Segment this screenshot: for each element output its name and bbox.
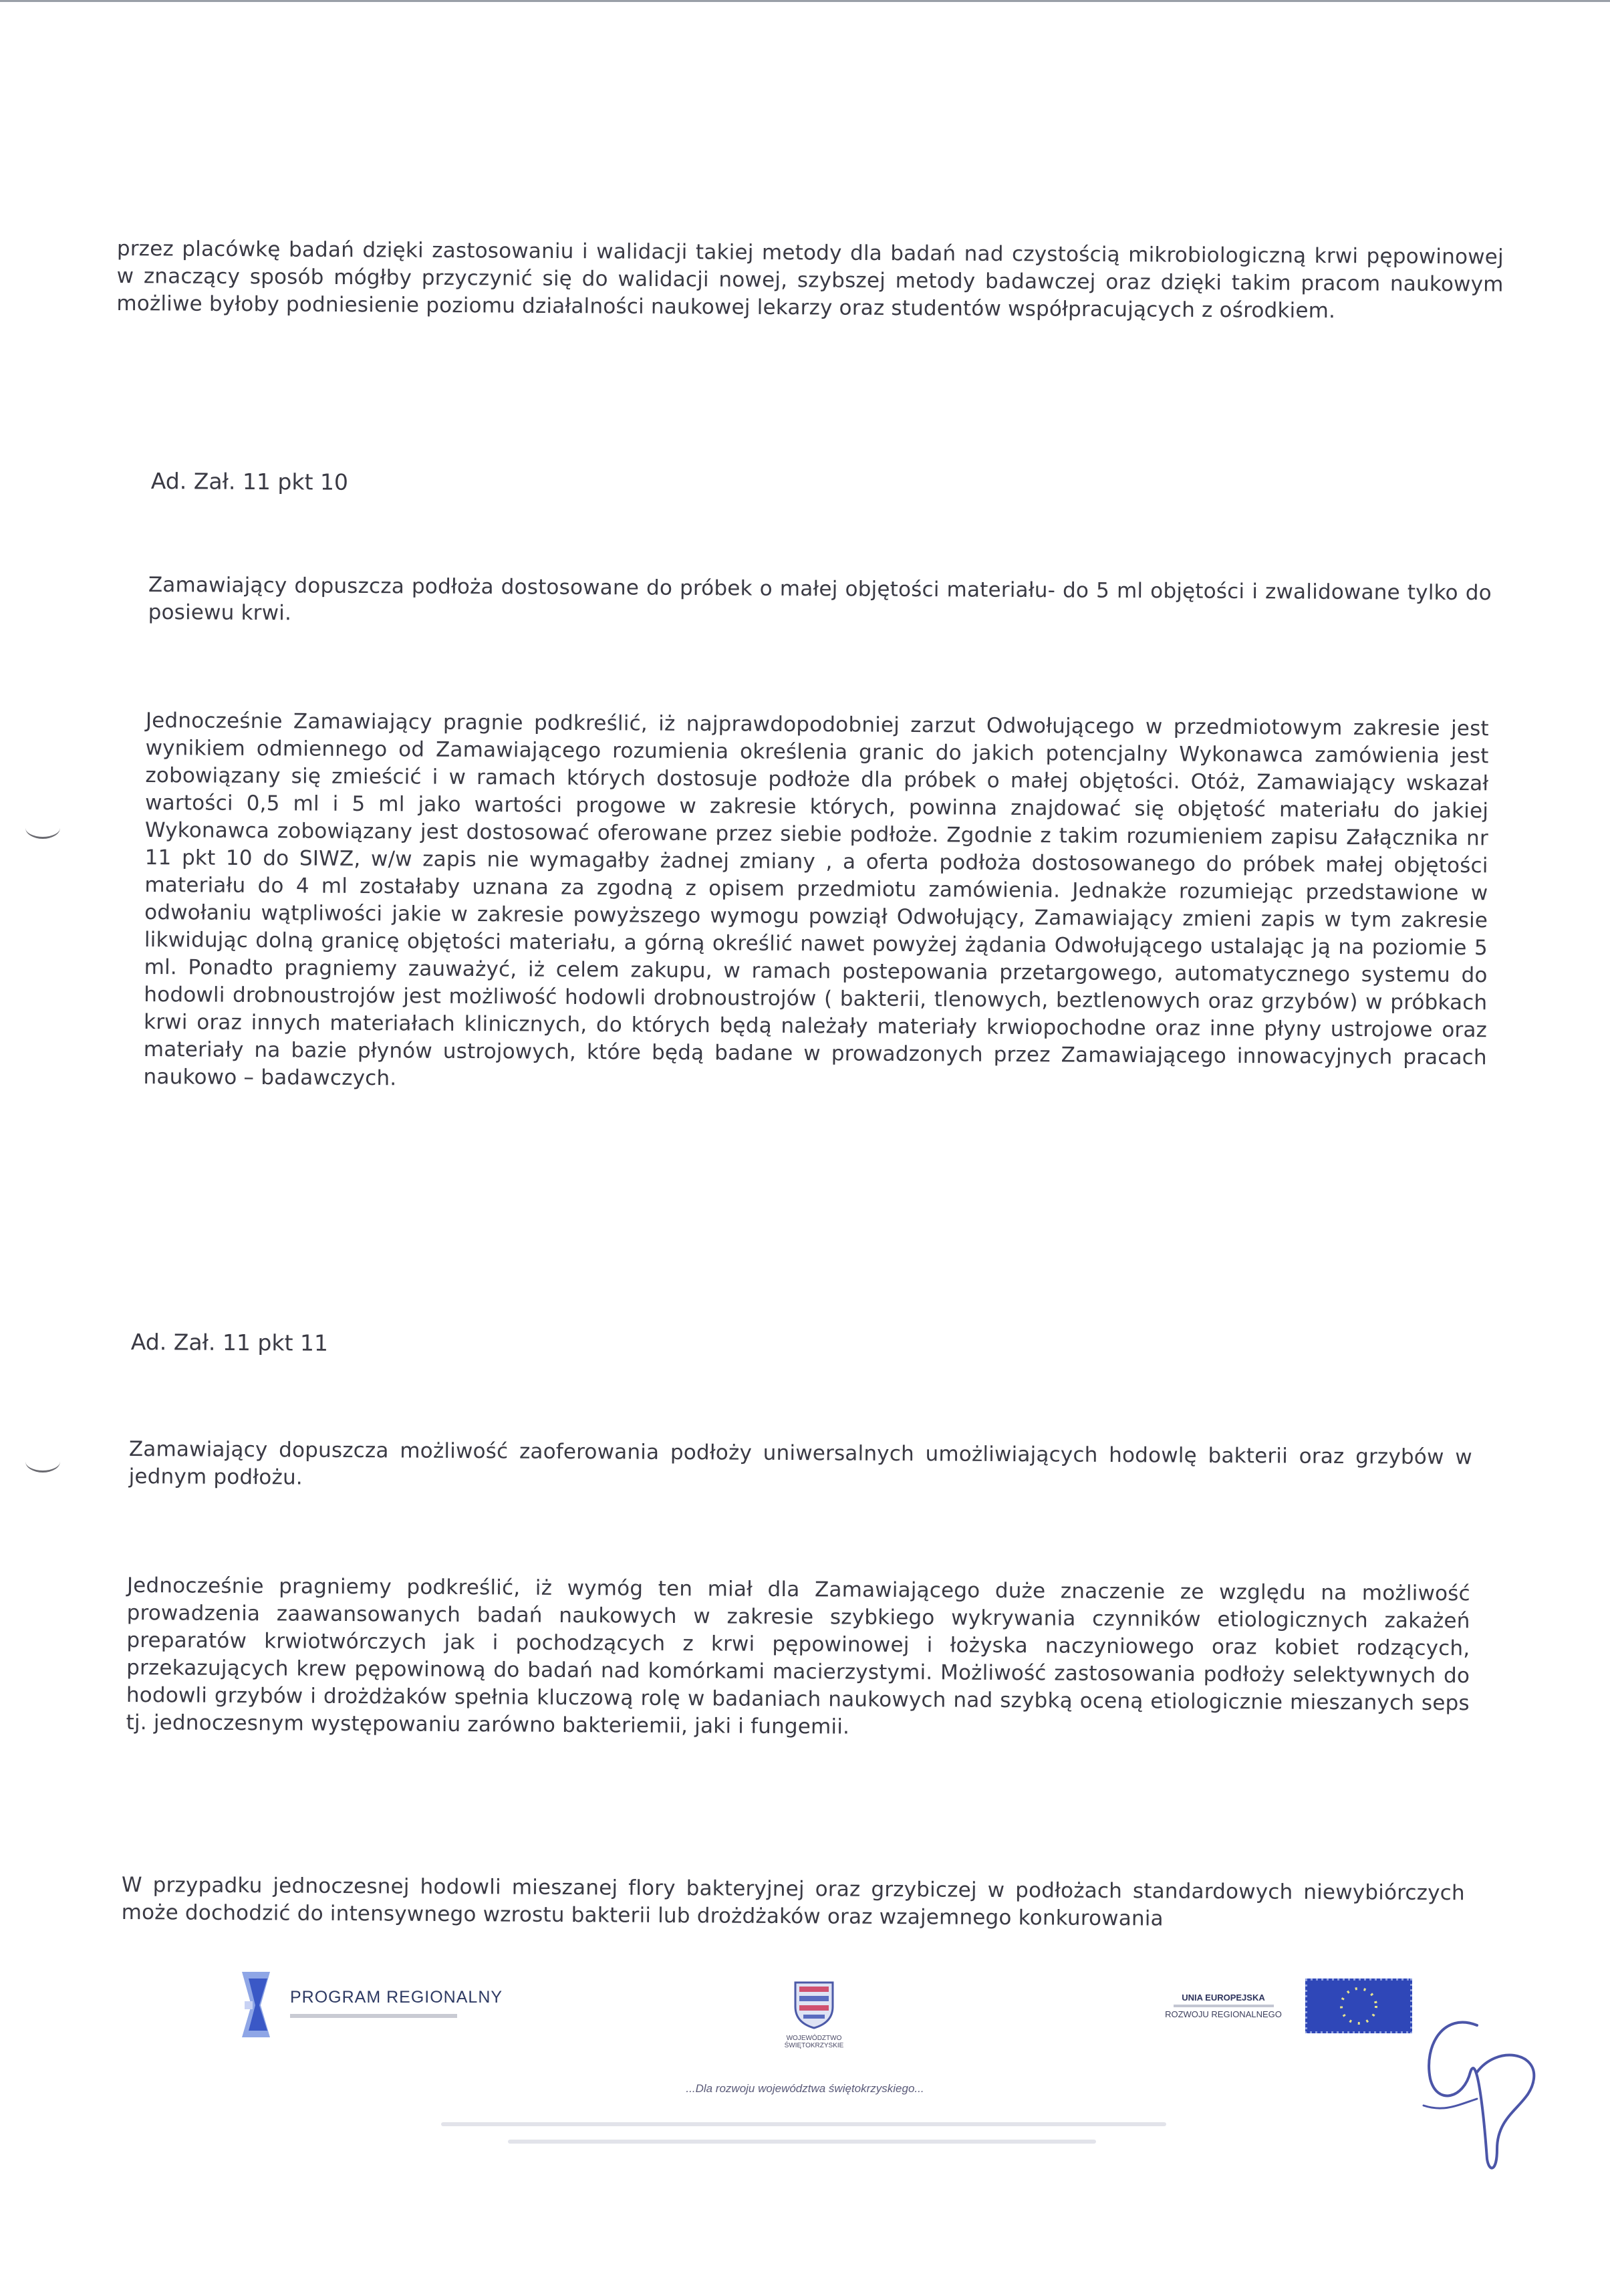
paragraph-pkt10-explanation: Jednocześnie Zamawiający pragnie podkreślić, iż najprawdopodobniej zarzut Odwołującego w przedmiotowym zakresie jest wynikiem odmiennego od Zamawiającego rozumienia określenia granic do jakich potencjalny Wykonawca zamówienia jest zobowiązany się zmieścić i w ramach których dostosuje podłoże dla próbek o małej objętości. Otóż, Zamawiający wskazał wartości 0,5 ml i 5 ml jako wartości progowe w zakresie których, powinna znajdować się objętość materiału do jakiej Wykonawca zobowiązany jest dostosować oferowane przez siebie podłoże. Zgodnie z takim rozumieniem zapisu Załącznika nr 11 pkt 10 do SIWZ, w/w zapis nie wymagałby żadnej zmiany , a oferta podłoża dostosowanego do próbek małej objętości materiału do 4 ml zostałaby uznana za zgodną z opisem przedmiotu zamówienia. Jednakże rozumiejąc przedstawione w odwołaniu wątpliwości jakie w zakresie powyższego wymogu powziął Odwołujący, Zamawiający zmieni zapis w tym zakresie likwidując dolną granicę objętości materiału, a górną określić nawet powyżej żądania Odwołującego ustalając ją na poziomie 5 ml. Ponadto pragniemy zauważyć, iż celem zakupu, w ramach postepowania przetargowego, automatycznego systemu do hodowli drobnoustrojów jest możliwość hodowli drobnoustrojów ( bakterii, tlenowych, beztlenowych oraz grzybów) w próbkach krwi oraz innych materiałach klinicznych, do których będą należały materiały krwiopochodne oraz inne płyny ustrojowe oraz materiały na bazie płynów ustrojowych, które będą badane w prowadzonych przez Zamawiającego innowacyjnych pracach naukowo – badawczych. — [143, 709, 1489, 1091]
footer-cofinancing-note — [441, 2122, 1166, 2157]
eu-logo-title: UNIA EUROPEJSKA — [1182, 1993, 1265, 2003]
footer-motto: ...Dla rozwoju województwa świętokrzyskiego... — [686, 2082, 924, 2095]
eu-flag-icon — [1305, 1979, 1412, 2033]
section-heading-pkt11: Ad. Zał. 11 pkt 11 — [130, 1329, 329, 1356]
punch-hole-mark-upper — [25, 817, 60, 839]
voivodeship-crest-icon — [793, 1980, 835, 2029]
paragraph-pkt11-explanation: Jednocześnie pragniemy podkreślić, iż wymóg ten miał dla Zamawiającego duże znaczenie ze względu na możliwość prowadzenia zaawansowanych badań naukowych w zakresie szybkiego wykrywania czynników etiologicznych zakażeń preparatów krwiotwórczych jak i pochodzących z krwi pępowinowej i łożyska naczyniowego oraz kobiet rodzących, przekazujących krew pępowinową do badań nad komórkami macierzystymi. Możliwość zastosowania podłoży selektywnych do hodowli grzybów i drożdżaków spełnia kluczową rolę w badaniach naukowych nad szybką oceną etiologicznie mieszanych seps tj. jednoczesnym występowaniu zarówno bakteriemii, jaki i fungemii. — [126, 1573, 1470, 1739]
punch-hole-mark-lower — [25, 1450, 60, 1473]
voivodeship-logo-text: WOJEWÓDZTWO ŚWIĘTOKRZYSKIE — [784, 2035, 844, 2049]
paragraph-mixed-culture: W przypadku jednoczesnej hodowli mieszanej flory bakteryjnej oraz grzybiczej w podłożach standardowych niewybiórczych może dochodzić do intensywnego wzrostu bakterii lub drożdżaków oraz wzajemnego konkurowania — [121, 1873, 1465, 1931]
handwritten-signature — [1397, 2005, 1557, 2179]
program-regionalny-title: PROGRAM REGIONALNY — [290, 1988, 503, 2007]
program-regionalny-subtitle-blur — [290, 2014, 457, 2018]
paragraph-pkt10-decision: Zamawiający dopuszcza podłoża dostosowane do próbek o małej objętości materiału- do 5 ml objętości i zwalidowane tylko do posiewu krwi. — [148, 572, 1492, 626]
eu-logo-blur-line — [1174, 2005, 1274, 2007]
paragraph-continuation: przez placówkę badań dzięki zastosowaniu i walidacji takiej metody dla badań nad czystością mikrobiologiczną krwi pępowinowej w znaczący sposób mógłby przyczynić się do walidacji nowej, szybszej metody badawczej oraz dzięki takim pracom naukowym możliwe byłoby podniesienie poziomu działalności naukowej lekarzy oraz studentów współpracujących z ośrodkiem. — [116, 236, 1504, 324]
program-regionalny-icon — [241, 1972, 271, 2037]
eu-logo — [1155, 1979, 1412, 2033]
page-top-edge — [0, 0, 1610, 2]
paragraph-pkt11-decision: Zamawiający dopuszcza możliwość zaoferowania podłoży uniwersalnych umożliwiających hodowlę bakterii oraz grzybów w jednym podłożu. — [128, 1437, 1472, 1490]
eu-logo-subtitle: ROZWOJU REGIONALNEGO — [1165, 2009, 1282, 2019]
section-heading-pkt10: Ad. Zał. 11 pkt 10 — [150, 468, 349, 495]
program-regionalny-logo — [241, 1972, 503, 2037]
footer-logos — [0, 1952, 1610, 2085]
voivodeship-logo — [781, 1980, 847, 2049]
